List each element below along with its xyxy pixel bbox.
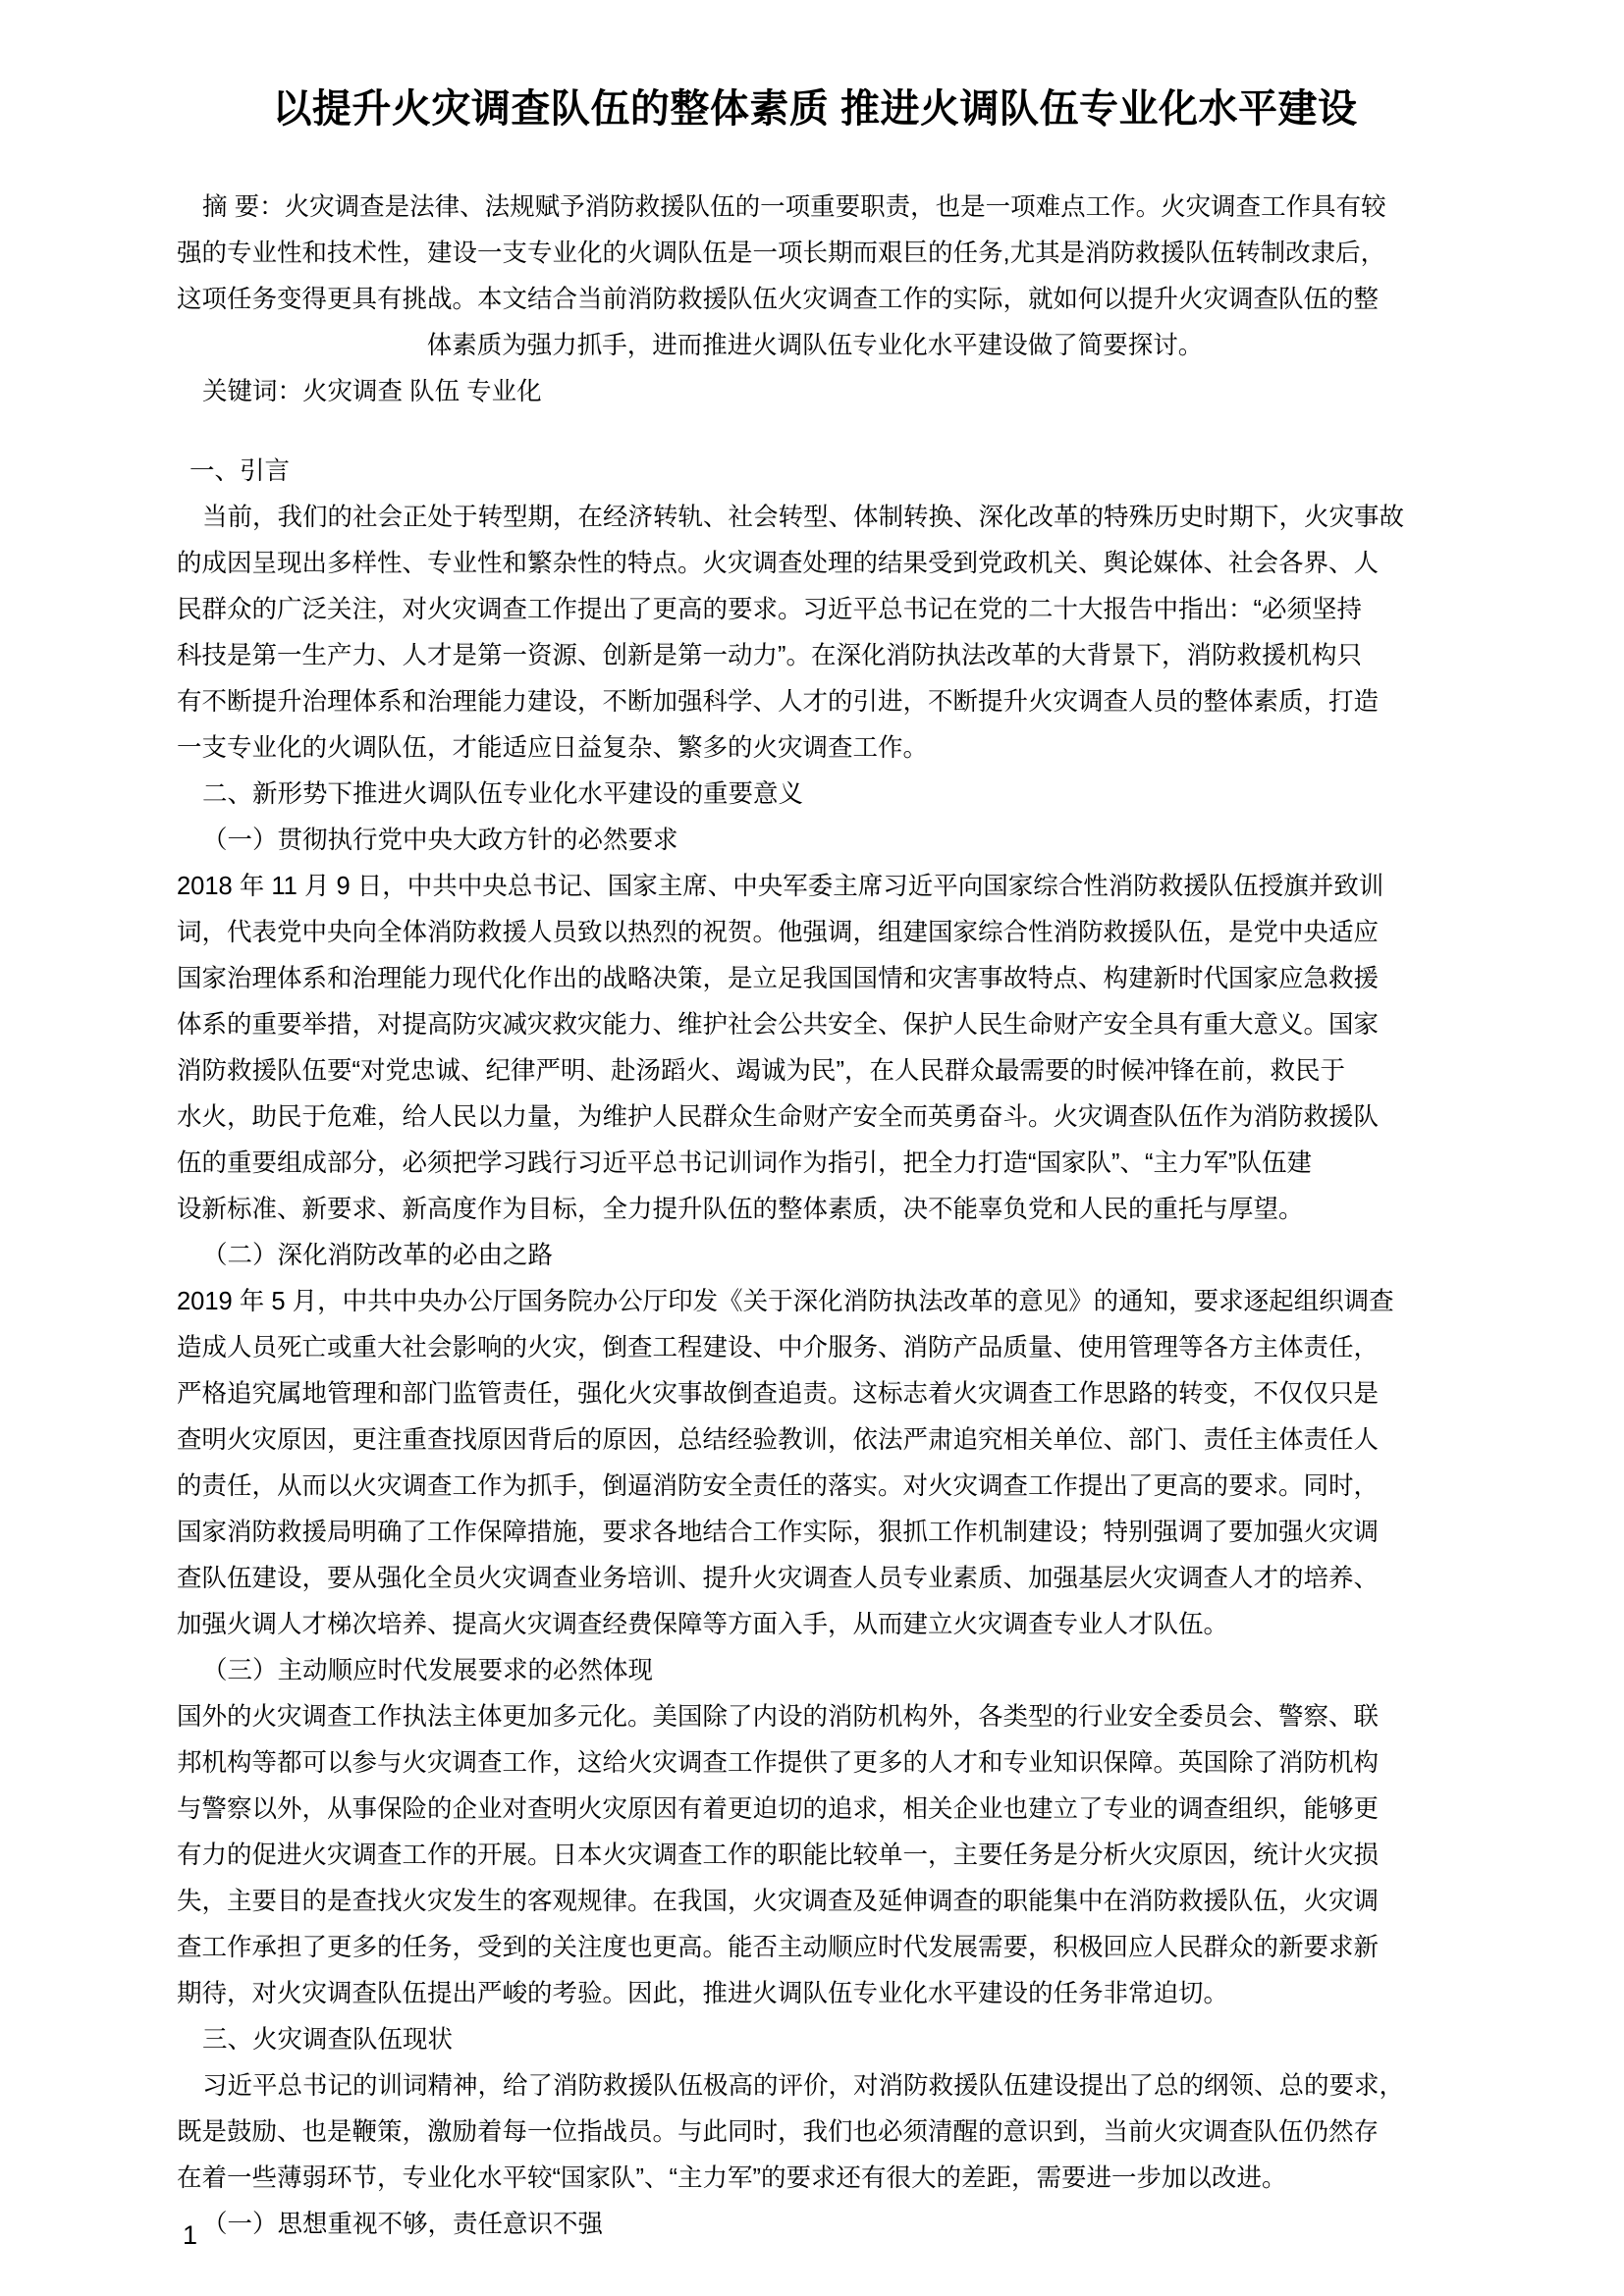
body-line: 体系的重要举措，对提高防灾减灾救灾能力、维护社会公共安全、保护人民生命财产安全具有重大意义。国家: [177, 1011, 1380, 1039]
abstract-line: 体素质为强力抓手，进而推进火调队伍专业化水平建设做了简要探讨。: [426, 332, 1204, 359]
section-spacer: [177, 415, 1453, 449]
abstract-block: [177, 185, 1453, 415]
subsection-heading-3-1: （一）思想重视不够，责任意识不强: [202, 2211, 604, 2238]
subsection-heading-2-2: （二）深化消防改革的必由之路: [202, 1242, 554, 1269]
abstract-line: 这项任务变得更具有挑战。本文结合当前消防救援队伍火灾调查工作的实际，就如何以提升火灾调查队伍的整: [177, 286, 1380, 313]
body-line: 当前，我们的社会正处于转型期，在经济转轨、社会转型、体制转换、深化改革的特殊历史时期下，火灾事故: [202, 504, 1405, 531]
body-line: 在着一些薄弱环节，专业化水平较“国家队”、“主力军”的要求还有很大的差距，需要进一步加以改进。: [177, 2164, 1287, 2192]
section-heading-2: 二、新形势下推进火调队伍专业化水平建设的重要意义: [202, 780, 804, 808]
body-line: 的责任，从而以火灾调查工作为抓手，倒逼消防安全责任的落实。对火灾调查工作提出了更高的要求。同时，: [177, 1472, 1380, 1500]
body-line: 消防救援队伍要“对党忠诚、纪律严明、赴汤蹈火、竭诚为民”，在人民群众最需要的时候冲锋在前，救民于: [177, 1057, 1345, 1085]
body-line: 水火，助民于危难，给人民以力量，为维护人民群众生命财产安全而英勇奋斗。火灾调查队伍作为消防救援队: [177, 1103, 1380, 1131]
abstract-line: 强的专业性和技术性，建设一支专业化的火调队伍是一项长期而艰巨的任务,尤其是消防救援队伍转制改隶后，: [177, 240, 1386, 267]
body-line: 查队伍建设，要从强化全员火灾调查业务培训、提升火灾调查人员专业素质、加强基层火灾调查人才的培养、: [177, 1565, 1380, 1592]
body-line: 国家消防救援局明确了工作保障措施，要求各地结合工作实际，狠抓工作机制建设；特别强调了要加强火灾调: [177, 1519, 1380, 1546]
body-line: 一支专业化的火调队伍，才能适应日益复杂、繁多的火灾调查工作。: [177, 734, 929, 762]
subsection-heading-2-3: （三）主动顺应时代发展要求的必然体现: [202, 1657, 654, 1684]
body-line: 的成因呈现出多样性、专业性和繁杂性的特点。火灾调查处理的结果受到党政机关、舆论媒体、社会各界、人: [177, 550, 1380, 577]
keywords-line: 关键词：火灾调查 队伍 专业化: [202, 378, 542, 405]
body-line: 国外的火灾调查工作执法主体更加多元化。美国除了内设的消防机构外，各类型的行业安全委员会、警察、联: [177, 1703, 1380, 1731]
body-line: 设新标准、新要求、新高度作为目标，全力提升队伍的整体素质，决不能辜负党和人民的重托与厚望。: [177, 1196, 1304, 1223]
body-line: 科技是第一生产力、人才是第一资源、创新是第一动力”。在深化消防执法改革的大背景下，消防救援机构只: [177, 642, 1362, 669]
body-line: 习近平总书记的训词精神，给了消防救援队伍极高的评价，对消防救援队伍建设提出了总的纲领、总的要求，: [202, 2072, 1405, 2100]
subsection-heading-2-1: （一）贯彻执行党中央大政方针的必然要求: [202, 827, 678, 854]
body-line: 伍的重要组成部分，必须把学习践行习近平总书记训词作为指引，把全力打造“国家队”、“主力军”队伍建: [177, 1149, 1312, 1177]
body-text: [177, 449, 1453, 2248]
body-line: 有不断提升治理体系和治理能力建设，不断加强科学、人才的引进，不断提升火灾调查人员的整体素质，打造: [177, 688, 1380, 716]
body-line: 2018 年 11 月 9 日，中共中央总书记、国家主席、中央军委主席习近平向国家综合性消防救援队伍授旗并致训: [177, 873, 1384, 900]
body-line: 查工作承担了更多的任务，受到的关注度也更高。能否主动顺应时代发展需要，积极回应人民群众的新要求新: [177, 1934, 1380, 1961]
page-content: [177, 0, 1453, 2248]
body-line: 民群众的广泛关注，对火灾调查工作提出了更高的要求。习近平总书记在党的二十大报告中指出：“必须坚持: [177, 596, 1362, 623]
body-line: 失，主要目的是查找火灾发生的客观规律。在我国，火灾调查及延伸调查的职能集中在消防救援队伍，火灾调: [177, 1888, 1380, 1915]
abstract-line: 摘 要：火灾调查是法律、法规赋予消防救援队伍的一项重要职责，也是一项难点工作。火灾调查工作具有较: [202, 193, 1386, 221]
body-line: 2019 年 5 月，中共中央办公厅国务院办公厅印发《关于深化消防执法改革的意见》的通知，要求逐起组织调查: [177, 1288, 1394, 1315]
body-line: 严格追究属地管理和部门监管责任，强化火灾事故倒查追责。这标志着火灾调查工作思路的转变，不仅仅只是: [177, 1380, 1380, 1408]
body-line: 既是鼓励、也是鞭策，激励着每一位指战员。与此同时，我们也必须清醒的意识到，当前火灾调查队伍仍然存: [177, 2118, 1380, 2146]
body-line: 加强火调人才梯次培养、提高火灾调查经费保障等方面入手，从而建立火灾调查专业人才队伍。: [177, 1611, 1229, 1638]
body-line: 与警察以外，从事保险的企业对查明火灾原因有着更迫切的追求，相关企业也建立了专业的调查组织，能够更: [177, 1795, 1380, 1823]
body-line: 国家治理体系和治理能力现代化作出的战略决策，是立足我国国情和灾害事故特点、构建新时代国家应急救援: [177, 965, 1380, 992]
body-line: 词，代表党中央向全体消防救援人员致以热烈的祝贺。他强调，组建国家综合性消防救援队伍，是党中央适应: [177, 919, 1380, 946]
body-line: 邦机构等都可以参与火灾调查工作，这给火灾调查工作提供了更多的人才和专业知识保障。英国除了消防机构: [177, 1749, 1380, 1777]
page-number: 1: [183, 2220, 198, 2250]
body-line: 期待，对火灾调查队伍提出严峻的考验。因此，推进火调队伍专业化水平建设的任务非常迫切。: [177, 1980, 1229, 2007]
page-title: 以提升火灾调查队伍的整体素质 推进火调队伍专业化水平建设: [272, 87, 1358, 131]
body-line: 造成人员死亡或重大社会影响的火灾，倒查工程建设、中介服务、消防产品质量、使用管理等各方主体责任，: [177, 1334, 1380, 1362]
body-line: 有力的促进火灾调查工作的开展。日本火灾调查工作的职能比较单一，主要任务是分析火灾原因，统计火灾损: [177, 1842, 1380, 1869]
section-heading-3: 三、火灾调查队伍现状: [202, 2026, 454, 2054]
body-line: 查明火灾原因，更注重查找原因背后的原因，总结经验教训，依法严肃追究相关单位、部门、责任主体责任人: [177, 1426, 1380, 1454]
section-heading-1: 一、引言: [189, 457, 291, 485]
